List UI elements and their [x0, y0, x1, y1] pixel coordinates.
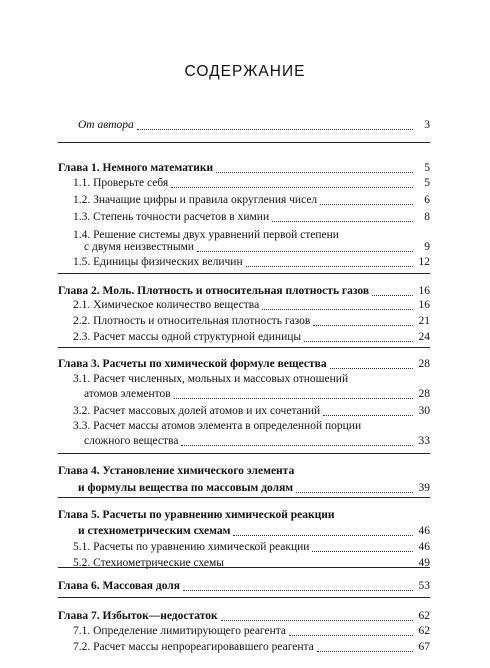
toc-section-1-3	[73, 210, 430, 225]
toc-section-5-2-text: 5.2. Стехиометрические схемы	[73, 557, 225, 569]
dot-leader	[174, 398, 413, 399]
page-number: 49	[418, 557, 430, 569]
section-divider	[58, 273, 430, 274]
page-number: 53	[418, 580, 430, 592]
toc-section-5-1	[73, 540, 430, 555]
toc-chapter-6	[58, 579, 430, 594]
toc-chapter-4-text: Глава 4. Установление химического элемента	[58, 465, 295, 477]
toc-chapter-2	[58, 284, 430, 299]
toc-chapter-1-text: Глава 1. Немного математики	[58, 162, 214, 174]
page-number: 30	[418, 405, 430, 417]
toc-chapter-4-text: и формулы вещества по массовым долям	[78, 482, 294, 494]
dot-leader	[181, 445, 413, 446]
toc-section-7-1	[73, 624, 430, 639]
toc-section-2-3	[73, 330, 430, 345]
toc-chapter-5-text: и стехиометрическим схемам	[78, 525, 231, 537]
toc-section-1-4-text: 1.4. Решение системы двух уравнений первой степени	[73, 229, 339, 241]
toc-section-3-1	[84, 387, 430, 402]
dot-leader	[221, 620, 413, 621]
section-divider	[58, 142, 430, 143]
toc-section-1-1	[73, 176, 430, 191]
page-number: 5	[424, 162, 430, 174]
toc-chapter-2-text: Глава 2. Моль. Плотность и относительная плотность газов	[58, 285, 370, 297]
toc-preface-text: От автора	[78, 119, 134, 131]
toc-section-3-3-text: сложного вещества	[84, 435, 179, 447]
page-number: 5	[424, 177, 430, 189]
toc-chapter-5	[78, 524, 430, 539]
toc-section-7-1-text: 7.1. Определение лимитирующего реагента	[73, 625, 287, 637]
page-number: 3	[424, 119, 430, 131]
toc-section-5-2	[73, 556, 430, 571]
toc-section-5-1-text: 5.1. Расчеты по уравнению химической реакции	[73, 541, 310, 553]
dot-leader	[272, 221, 413, 222]
dot-leader	[137, 129, 413, 130]
toc-section-3-3	[84, 434, 430, 449]
dot-leader	[296, 492, 413, 493]
page-number: 8	[424, 211, 430, 223]
toc-chapter-7	[58, 609, 430, 624]
section-divider	[58, 567, 430, 568]
toc-section-1-5	[73, 255, 430, 270]
toc-section-2-2	[73, 314, 430, 329]
dot-leader	[372, 295, 413, 296]
dot-leader	[216, 172, 413, 173]
toc-section-3-2-text: 3.2. Расчет массовых долей атомов и их сочетаний	[73, 405, 321, 417]
dot-leader	[262, 309, 413, 310]
dot-leader	[171, 187, 413, 188]
page-number: 16	[418, 285, 430, 297]
dot-leader	[289, 635, 413, 636]
page-number: 62	[418, 610, 430, 622]
toc-section-2-1-text: 2.1. Химическое количество вещества	[73, 299, 260, 311]
toc-section-1-5-text: 1.5. Единицы физических величин	[73, 256, 243, 268]
page-number: 16	[418, 299, 430, 311]
toc-section-3-2	[73, 404, 430, 419]
page-number: 62	[418, 625, 430, 637]
section-divider	[58, 453, 430, 454]
toc-section-3-1-text: атомов элементов	[84, 388, 171, 400]
dot-leader	[313, 325, 413, 326]
toc-section-2-1	[73, 298, 430, 313]
dot-leader	[304, 341, 413, 342]
page-number: 24	[418, 331, 430, 343]
page-number: 67	[418, 641, 430, 653]
dot-leader	[320, 204, 413, 205]
section-divider	[58, 497, 430, 498]
toc-section-1-2	[73, 193, 430, 208]
dot-leader	[317, 651, 413, 652]
page-number: 28	[418, 388, 430, 400]
toc-section-3-3-text: 3.3. Расчет массы атомов элемента в определенной порции	[73, 420, 362, 432]
dot-leader	[312, 551, 413, 552]
toc-chapter-3	[58, 357, 430, 372]
toc-chapter-6-text: Глава 6. Массовая доля	[58, 580, 180, 592]
page-number: 6	[424, 194, 430, 206]
dot-leader	[323, 415, 413, 416]
page-number: 28	[418, 358, 430, 370]
dot-leader	[197, 251, 413, 252]
page-number: 9	[424, 241, 430, 253]
toc-section-1-2-text: 1.2. Значащие цифры и правила округления чисел	[73, 194, 318, 206]
toc-section-1-4	[84, 240, 430, 255]
toc-preface	[78, 118, 430, 133]
section-divider	[58, 597, 430, 598]
page-number: 33	[418, 435, 430, 447]
toc-section-2-3-text: 2.3. Расчет массы одной структурной единицы	[73, 331, 302, 343]
toc-chapter-7-text: Глава 7. Избыток—недостаток	[58, 610, 218, 622]
page-number: 12	[418, 256, 430, 268]
section-divider	[58, 347, 430, 348]
dot-leader	[183, 590, 413, 591]
toc-section-7-2	[73, 640, 430, 655]
toc-section-1-3-text: 1.3. Степень точности расчетов в химии	[73, 211, 270, 223]
page-number: 39	[418, 482, 430, 494]
dot-leader	[246, 266, 413, 267]
page-number: 46	[418, 541, 430, 553]
toc-chapter-4	[78, 481, 430, 496]
toc-section-2-2-text: 2.2. Плотность и относительная плотность газов	[73, 315, 311, 327]
toc-section-3-1-text: 3.1. Расчет численных, мольных и массовых отношений	[73, 373, 349, 385]
page-number: 21	[418, 315, 430, 327]
toc-section-1-1-text: 1.1. Проверьте себя	[73, 177, 169, 189]
page-title: СОДЕРЖАНИЕ	[184, 63, 306, 80]
toc-chapter-5-text: Глава 5. Расчеты по уравнению химической реакции	[58, 509, 335, 521]
toc-chapter-3-text: Глава 3. Расчеты по химической формуле вещества	[58, 358, 327, 370]
page-number: 46	[418, 525, 430, 537]
toc-section-7-2-text: 7.2. Расчет массы непрореагировавшего реагента	[73, 641, 314, 653]
toc-chapter-1	[58, 161, 430, 176]
dot-leader	[330, 368, 413, 369]
dot-leader	[233, 535, 413, 536]
toc-section-1-4-text: с двумя неизвестными	[84, 241, 195, 253]
